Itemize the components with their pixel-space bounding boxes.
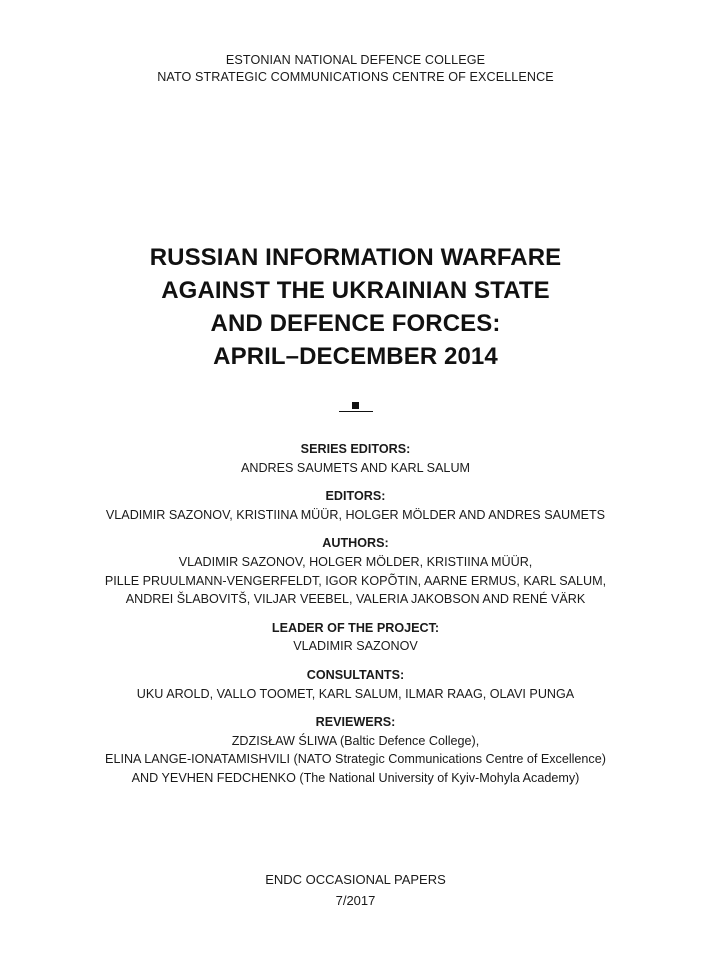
title-line: AGAINST THE UKRAINIAN STATE bbox=[161, 277, 550, 304]
authors-names: VLADIMIR SAZONOV, HOLGER MÖLDER, KRISTIINA MÜÜR, bbox=[178, 554, 533, 569]
project-leader-heading: LEADER OF THE PROJECT: bbox=[271, 620, 440, 635]
institution-name: ESTONIAN NATIONAL DEFENCE COLLEGE bbox=[225, 53, 486, 67]
series-name: ENDC OCCASIONAL PAPERS bbox=[265, 872, 446, 887]
institution-name: NATO STRATEGIC COMMUNICATIONS CENTRE OF EXCELLENCE bbox=[157, 70, 554, 84]
authors-names: ANDREI ŠLABOVITŠ, VILJAR VEEBEL, VALERIA JAKOBSON AND RENÉ VÄRK bbox=[125, 592, 586, 607]
title-ornament bbox=[339, 402, 373, 412]
reviewers-names: ZDZISŁAW ŚLIWA (Baltic Defence College), bbox=[231, 733, 480, 748]
reviewers-group bbox=[0, 713, 711, 787]
series-editors-group bbox=[0, 440, 711, 477]
title-line: AND DEFENCE FORCES: bbox=[210, 310, 501, 337]
series-footer bbox=[0, 869, 711, 911]
series-editors-heading: SERIES EDITORS: bbox=[300, 442, 411, 456]
authors-heading: AUTHORS: bbox=[322, 536, 389, 551]
ornament-rule bbox=[339, 411, 373, 412]
ornament-square bbox=[352, 402, 359, 409]
consultants-heading: CONSULTANTS: bbox=[306, 667, 405, 682]
project-leader-group bbox=[0, 619, 711, 656]
institutions bbox=[0, 52, 711, 86]
series-number: 7/2017 bbox=[335, 893, 376, 908]
document-title bbox=[0, 241, 711, 373]
reviewers-names: ELINA LANGE-IONATAMISHVILI (NATO Strategic Communications Centre of Excellence) bbox=[105, 752, 606, 767]
consultants-names: UKU AROLD, VALLO TOOMET, KARL SALUM, ILMAR RAAG, OLAVI PUNGA bbox=[136, 686, 575, 701]
editors-group bbox=[0, 487, 711, 524]
editors-heading: EDITORS: bbox=[325, 489, 386, 504]
project-leader-name: VLADIMIR SAZONOV bbox=[293, 639, 418, 654]
authors-group bbox=[0, 534, 711, 608]
reviewers-names: AND YEVHEN FEDCHENKO (The National University of Kyiv-Mohyla Academy) bbox=[131, 770, 580, 785]
series-editors-names: ANDRES SAUMETS AND KARL SALUM bbox=[240, 460, 471, 475]
editors-names: VLADIMIR SAZONOV, KRISTIINA MÜÜR, HOLGER MÖLDER AND ANDRES SAUMETS bbox=[105, 507, 606, 522]
credits bbox=[0, 440, 711, 798]
authors-names: PILLE PRUULMANN-VENGERFELDT, IGOR KOPÕTIN, AARNE ERMUS, KARL SALUM, bbox=[104, 573, 607, 588]
reviewers-heading: REVIEWERS: bbox=[315, 715, 396, 730]
consultants-group bbox=[0, 666, 711, 703]
title-line: RUSSIAN INFORMATION WARFARE bbox=[149, 244, 562, 271]
title-line: APRIL–DECEMBER 2014 bbox=[213, 343, 498, 370]
